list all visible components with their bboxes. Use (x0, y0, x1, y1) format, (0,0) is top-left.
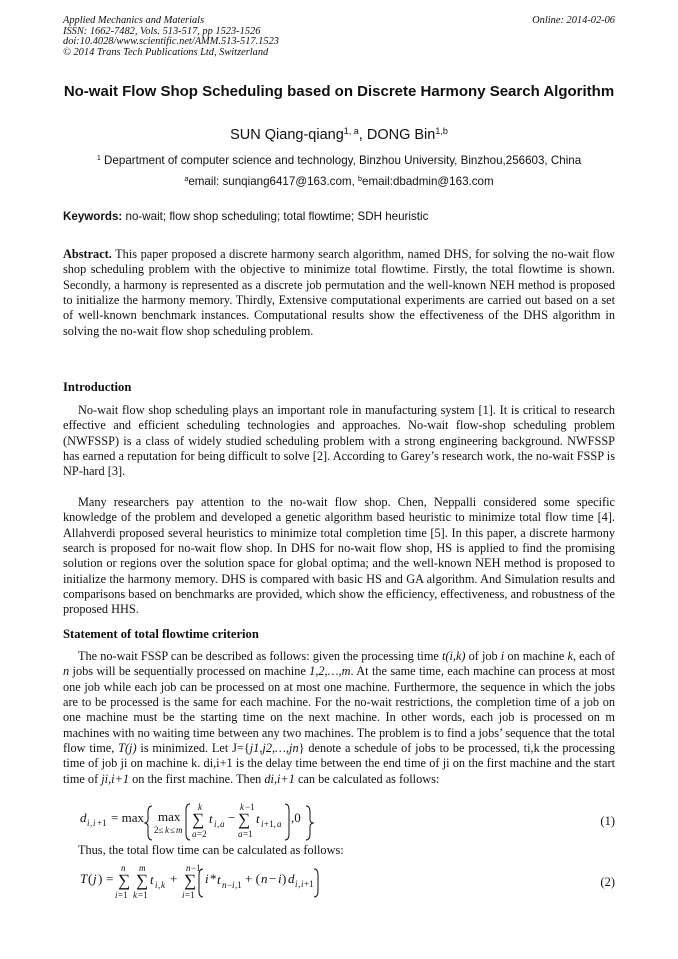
equation-2 (63, 863, 615, 905)
svg-text:= max: = max (111, 810, 144, 825)
svg-text:i: i (261, 819, 264, 829)
svg-text:a: a (192, 829, 197, 839)
svg-text:t: t (209, 811, 213, 826)
copyright-line: © 2014 Trans Tech Publications Ltd, Switzerland (63, 46, 269, 58)
equation-2-number: (2) (600, 875, 615, 889)
abstract (63, 247, 615, 339)
svg-text:i: i (93, 818, 96, 828)
svg-text:): ) (282, 871, 287, 886)
svg-text:,: , (158, 880, 161, 890)
svg-text:+1: +1 (304, 879, 314, 889)
svg-text:(: ( (88, 871, 93, 886)
svg-text:t: t (256, 811, 260, 826)
text-run: . At the same time, each machine can process at most one job while each job can be processed on at most one machine. Furthermore, the sequence in which the jobs are to be processed is the same for each machine. For the no-wait restrictions, the completion time of a job on one machine must be the starting time on the next machine. In other words, each job is processed on m machines with no waiting time between any two machines. The problem is to find a jobs’ sequence that the total flow time, (63, 664, 615, 756)
affiliation-sup: 1 (96, 153, 101, 163)
svg-text:k: k (198, 802, 202, 812)
svg-text:∑: ∑ (192, 810, 205, 829)
email-line (63, 175, 615, 188)
math-jset: j1,j2,…,jn (249, 741, 299, 756)
svg-text:*: * (210, 871, 217, 886)
issn-line: ISSN: 1662-7482, Vols. 513-517, pp 1523-1526 (63, 25, 261, 37)
text-run: on the first machine. Then (129, 771, 265, 786)
svg-text:): ) (98, 871, 103, 886)
email-b[interactable]: email:dbadmin@163.com (362, 175, 494, 188)
svg-text:,: , (298, 879, 301, 889)
svg-text:+ (: + ( (245, 871, 260, 886)
paper-title: No-wait Flow Shop Scheduling based on Discrete Harmony Search Algorithm (63, 83, 615, 100)
svg-text:,1: ,1 (235, 880, 242, 890)
introduction-heading: Introduction (63, 380, 132, 394)
svg-text:a: a (220, 819, 225, 829)
svg-text:,: , (217, 819, 220, 829)
svg-text:∑: ∑ (238, 810, 251, 829)
svg-text:i: i (214, 819, 217, 829)
math-i: i (500, 649, 505, 663)
text-run: } denote a schedule of jobs to be processed, ti,k the processing time of job ji on machine k. di,i+1 is the delay time between the end time of ji on the first machine and the start time of (63, 741, 615, 786)
svg-text:m: m (139, 863, 146, 873)
svg-text:m: m (176, 825, 183, 835)
author-separator: , (358, 127, 367, 143)
svg-text:max: max (158, 809, 181, 824)
svg-text:−: − (269, 871, 277, 886)
svg-text:=1: =1 (118, 890, 128, 900)
equation-1 (63, 802, 615, 844)
svg-text:+1,: +1, (264, 819, 276, 829)
svg-text:=1: =1 (185, 890, 195, 900)
intro-paragraph-1: No-wait flow shop scheduling plays an important role in manufacturing system [1]. It is critical to research effective and efficient scheduling technologies and approaches. No-wait flow-shop scheduling problem (NWFSSP) is a class of widely studied scheduling problem with a strong engineering background. NWFSSP has earned a reputation for being difficult to solve [2]. According to Garey’s research work, the no-wait FSSP is NP-hard [3]. (63, 403, 615, 479)
equation-1-formula (78, 802, 338, 846)
affiliation (63, 154, 615, 167)
svg-text:∑: ∑ (118, 871, 131, 890)
keywords-text: no-wait; flow shop scheduling; total flowtime; SDH heuristic (122, 210, 429, 223)
author-1: SUN Qiang-qiang (230, 127, 344, 143)
text-run: can be calculated as follows: (294, 771, 440, 786)
svg-text:i: i (301, 879, 304, 889)
math-tik: t(i,k) (441, 649, 466, 663)
author-2: DONG Bin (366, 127, 436, 143)
svg-text:2≤: 2≤ (154, 825, 164, 835)
svg-text:,0: ,0 (291, 810, 301, 825)
svg-text:=1: =1 (138, 890, 148, 900)
svg-text:−1: −1 (191, 863, 201, 873)
svg-text:,: , (90, 818, 93, 828)
svg-text:a: a (277, 819, 282, 829)
text-run: on machine (504, 649, 568, 663)
math-jii: ji,i+1 (101, 771, 130, 786)
svg-text:k: k (165, 825, 169, 835)
statement-paragraph-2: Thus, the total flow time can be calculated as follows: (78, 843, 344, 857)
svg-text:i: i (232, 880, 235, 890)
abstract-label: Abstract. (63, 247, 112, 261)
svg-text:n: n (222, 880, 227, 890)
author-2-sup: 1,b (435, 126, 448, 137)
equation-1-number: (1) (600, 814, 615, 828)
svg-text:i: i (155, 880, 158, 890)
svg-text:=2: =2 (197, 829, 207, 839)
intro-paragraph-2: Many researchers pay attention to the no-wait flow shop. Chen, Neppalli considered some specific knowledge of the problem and developed a genetic algorithm based heuristic to minimize total flow time [4]. Allahverdi proposed several heuristics to minimize total completion time [5]. In this paper, a discrete harmony search is proposed for no-wait flow shop. In DHS for no-wait flow shop, HS is applied to find the promising solution or regions over the solution space for global optima; and the well-known NEH method is proposed to initialize the harmony memory. DHS is compared with basic HS and GA algorithm. And Simulation results and comparisons based on benchmarks are provided, which show the efficiency, effectiveness, and robustness of the proposed HHS. (63, 495, 615, 617)
svg-text:i: i (182, 890, 185, 900)
svg-text:T: T (80, 871, 88, 886)
text-run: The no-wait FSSP can be described as follows: given the processing time (78, 649, 442, 663)
svg-text:∑: ∑ (136, 871, 149, 890)
svg-text:+1: +1 (97, 818, 107, 828)
author-1-sup: 1, a (343, 126, 359, 137)
text-run: jobs will be sequentially processed on machine (69, 664, 310, 679)
keywords (63, 210, 428, 223)
online-date: Online: 2014-02-06 (532, 15, 615, 26)
email-a[interactable]: email: sunqiang6417@163.com, (188, 175, 359, 188)
text-run: of job (465, 649, 501, 663)
svg-text:=: = (106, 871, 114, 886)
email-b-sup: b (358, 174, 363, 184)
abstract-text: This paper proposed a discrete harmony search algorithm, named DHS, for solving the no-wait flow shop scheduling problem with the objective to minimize total flowtime. Firstly, the total flowtime is shown. Secondly, a harmony is represented as a discrete job permutation and the well-known NEH method is proposed to initialize the harmony memory. Thirdly, Extensive computational experiments are carried out based on a set of well-known benchmark instances. Computational results show the effectiveness of the DHS algorithm in solving the no-wait flow shop scheduling problem. (63, 247, 615, 338)
journal-name: Applied Mechanics and Materials (63, 15, 205, 26)
keywords-label: Keywords: (63, 210, 123, 223)
svg-text:+: + (170, 871, 178, 886)
statement-heading: Statement of total flowtime criterion (63, 627, 259, 641)
svg-text:−1: −1 (245, 802, 255, 812)
svg-text:a: a (238, 829, 243, 839)
svg-text:=1: =1 (243, 829, 253, 839)
svg-text:≤: ≤ (170, 825, 175, 835)
svg-text:d: d (80, 810, 87, 825)
math-machines: 1,2,…,m (309, 664, 351, 679)
svg-text:t: t (150, 872, 154, 887)
svg-text:i: i (278, 871, 282, 886)
affiliation-text: Department of computer science and technology, Binzhou University, Binzhou,256603, China (104, 154, 582, 167)
svg-text:i: i (87, 818, 90, 828)
svg-text:n: n (261, 871, 268, 886)
math-k: k (567, 649, 573, 663)
math-n: n (63, 664, 70, 679)
text-run: , each of (572, 649, 615, 663)
svg-text:i: i (205, 871, 209, 886)
svg-text:i: i (115, 890, 118, 900)
journal-header (63, 16, 279, 58)
svg-text:k: k (240, 802, 244, 812)
svg-text:d: d (288, 871, 295, 886)
email-a-sup: a (184, 174, 189, 184)
svg-text:t: t (217, 872, 221, 887)
equation-2-formula (78, 863, 358, 907)
text-run: is minimized. Let J={ (136, 741, 250, 756)
svg-text:n: n (186, 863, 191, 873)
doi-link[interactable]: doi:10.4028/www.scientific.net/AMM.513-517.1523 (63, 36, 279, 48)
svg-text:−: − (228, 810, 236, 825)
math-dii: di,i+1 (264, 771, 295, 786)
math-Tj: T(j) (118, 741, 137, 756)
svg-text:i: i (295, 879, 298, 889)
svg-text:−: − (227, 880, 233, 890)
author-line (63, 127, 615, 143)
svg-text:k: k (161, 880, 165, 890)
svg-text:∑: ∑ (184, 871, 197, 890)
statement-paragraph-1 (63, 649, 615, 787)
svg-text:k: k (133, 890, 137, 900)
svg-text:n: n (121, 863, 126, 873)
svg-text:j: j (93, 871, 97, 886)
